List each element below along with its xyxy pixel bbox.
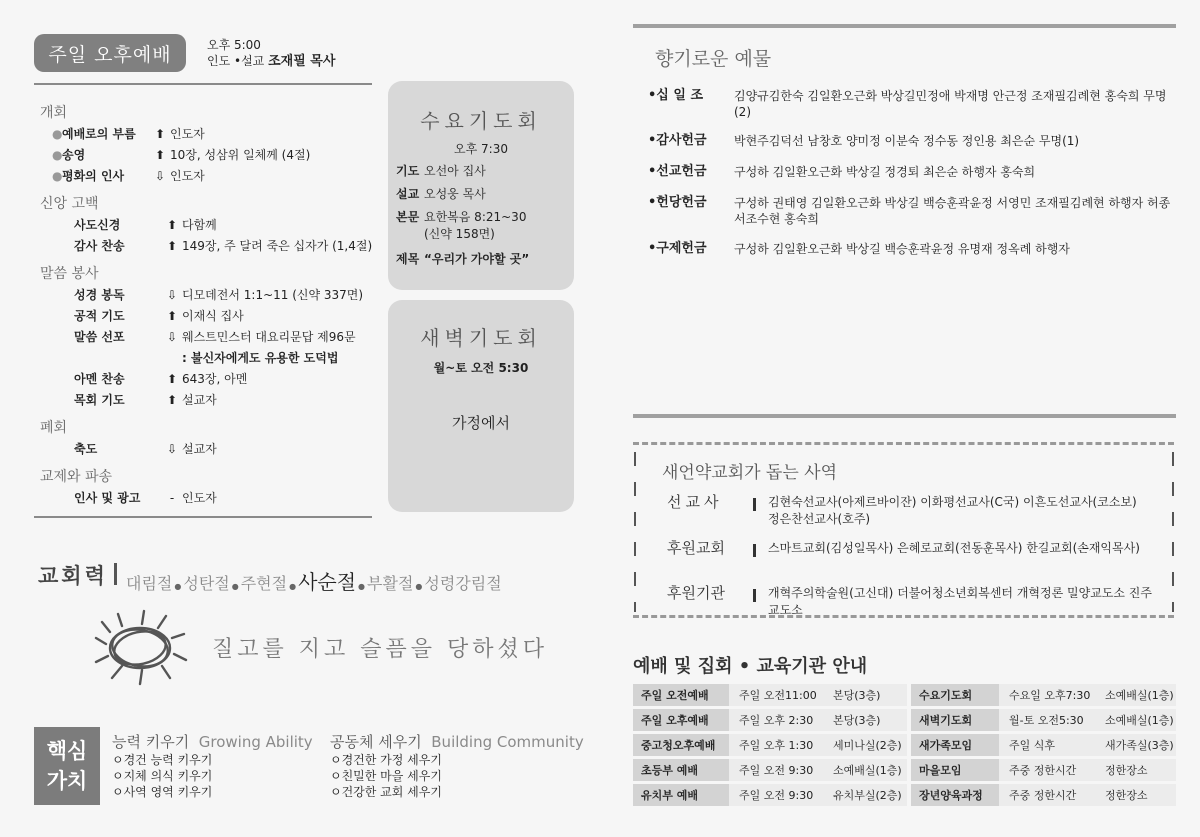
order-item [40,124,380,145]
dawn-prayer-box [388,300,574,512]
leader-label: 인도 •설교 [207,54,265,68]
service-leader [207,53,335,70]
mission-value-line2: 정은찬선교사(호주) [768,512,871,526]
stand-arrow-icon: ⬆ [166,239,178,253]
offering-type: •선교헌금 [648,164,707,179]
event-place: 본당(3층) [823,709,907,731]
order-item-value: 설교자 [182,442,217,456]
offering-type: •십 일 조 [648,88,704,103]
mission-heading: 새언약교회가 돕는 사역 [662,463,838,483]
sit-arrow-icon: ⇩ [166,288,178,302]
order-item [40,439,380,460]
table-row [633,784,1176,806]
order-item-value: 웨스트민스터 대요리문답 제96문 [182,330,356,344]
event-time: 월-토 오전5:30 [999,709,1095,731]
event-name: 새벽기도회 [911,709,999,731]
order-item [40,145,380,166]
event-time: 주일 오전 9:30 [729,759,823,781]
stand-arrow-icon: ⬆ [166,309,178,323]
dawn-time: 월~토 오전 5:30 [433,361,529,375]
dash-icon: - [169,491,175,505]
offering-row [648,88,1178,120]
order-of-worship [40,100,380,509]
order-item-name: 사도신경 [74,218,121,232]
event-name: 초등부 예배 [633,759,729,781]
order-item-value: 인도자 [170,127,205,141]
order-item [40,285,380,306]
event-time: 주일 오후 2:30 [729,709,823,731]
dawn-title: 새벽기도회 [420,326,542,350]
order-item-value: 인도자 [170,169,205,183]
order-item-value: 이재식 집사 [182,309,244,323]
event-time: 주일 오전11:00 [729,684,823,706]
season-dot-icon: ● [415,582,423,591]
service-info [207,37,335,70]
order-item-value: 643장, 아멘 [182,372,248,386]
offering-names: 구성하 김일환오근화 박상길 정경퇴 최은순 하행자 홍숙희 [734,165,1036,179]
stand-arrow-icon: ⬆ [166,393,178,407]
heading-ko: 공동체 세우기 [330,733,422,751]
order-section-title: 교제와 파송 [40,469,113,485]
theme-text: 질고를 지고 슬픔을 당하셨다 [212,637,549,662]
wednesday-title: 수요기도회 [420,109,542,133]
order-item-name: 성경 봉독 [74,288,125,302]
order-section-title: 신앙 고백 [40,196,99,212]
order-item [40,306,380,327]
order-item [40,369,380,390]
crown-of-thorns-icon [92,608,188,686]
event-place: 본당(3층) [823,684,907,706]
stand-arrow-icon: ⬆ [154,148,166,162]
season-item: 성령강림절 [424,574,502,593]
offering-names: 구성하 김일환오근화 박상길 백승훈곽윤정 유명재 정옥례 하행자 [734,242,1070,256]
event-name: 중고청오후예배 [633,734,729,756]
event-time: 주일 오후 1:30 [729,734,823,756]
event-name: 유치부 예배 [633,784,729,806]
wednesday-row [394,209,568,243]
event-place: 소예배실(1층) [823,759,907,781]
table-row [633,734,1176,756]
bullet-icon: ● [52,169,63,183]
order-item-name: 말씀 선포 [74,330,125,344]
order-item-value: 디모데전서 1:1~11 (신약 337면) [182,288,364,302]
event-name: 주일 오후예배 [633,709,729,731]
mission-border-left [634,452,636,612]
pastor-name: 조재필 목사 [268,54,336,69]
core-item: ㅇ지체 의식 키우기 [112,769,213,783]
order-item-value: 인도자 [182,491,217,505]
calendar-separator [114,563,117,585]
heading-en: Growing Ability [198,733,313,751]
core-col-ability [112,734,313,800]
order-item-name: 인사 및 광고 [74,491,141,505]
core-values-badge [34,727,100,805]
order-section-title: 말씀 봉사 [40,266,99,282]
bullet-icon: ● [52,148,63,162]
mission-key: 선교사 [667,493,723,511]
service-title-badge: 주일 오후예배 [34,34,186,72]
mission-separator [753,544,756,557]
event-time: 주중 정한시간 [999,759,1095,781]
sit-arrow-icon: ⇩ [154,169,166,183]
order-item [40,215,380,236]
event-name: 새가족모임 [911,734,999,756]
offering-type: •헌당헌금 [648,195,707,210]
event-place: 소예배실(1층) [1095,684,1176,706]
mission-border-right [1172,452,1174,612]
order-item [40,348,380,369]
core-item: ㅇ사역 영역 키우기 [112,785,213,799]
order-item [40,488,380,509]
offering-row [648,195,1178,227]
event-time: 주일 오전 9:30 [729,784,823,806]
core-col-heading [330,734,584,750]
order-item-name: 송영 [62,148,86,162]
order-item-name: 예배로의 부름 [62,127,136,141]
heading-ko: 능력 키우기 [112,733,190,751]
divider-bottom [34,516,372,518]
order-item [40,166,380,187]
season-dot-icon: ● [174,582,182,591]
row-value: 오선아 집사 [424,164,486,178]
core-item: ㅇ경건 능력 키우기 [112,753,213,767]
season-dot-icon: ● [358,582,366,591]
bullet-icon: ● [52,127,63,141]
core-item: ㅇ친밀한 마을 세우기 [330,769,442,783]
order-item [40,236,380,257]
event-place: 정한장소 [1095,784,1176,806]
wednesday-row [394,251,568,268]
order-section-title: 폐회 [40,420,68,436]
sermon-title: “우리가 가야할 곳” [424,252,530,266]
mission-row-missionaries [667,494,1157,528]
order-item-value: 다함께 [182,218,217,232]
order-item-name: 공적 기도 [74,309,125,323]
mission-key: 후원기관 [667,584,725,602]
event-name: 마을모임 [911,759,999,781]
offering-row [648,164,1178,180]
event-name: 수요기도회 [911,684,999,706]
order-item-value: 149장, 주 달려 죽은 십자가 (1,4절) [182,239,373,253]
season-item: 성탄절 [183,574,230,593]
mission-key: 후원교회 [667,539,725,557]
offering-names: 박현주김덕선 남창호 양미정 이분숙 정수동 정인용 최은순 무명(1) [734,134,1080,148]
order-section-title: 개회 [40,105,68,121]
wednesday-prayer-box [388,81,574,290]
core-col-community [330,734,584,800]
row-value-line1: 요한복음 8:21~30 [424,210,527,224]
order-item-name: 감사 찬송 [74,239,125,253]
heading-en: Building Community [431,733,584,751]
event-name: 장년양육과정 [911,784,999,806]
dawn-place: 가정에서 [452,414,510,432]
divider-top [34,83,372,85]
core-col-heading [112,734,313,750]
badge-line1: 핵심 [46,739,88,763]
offering-list [648,88,1178,272]
mission-rule [633,414,1176,418]
offering-rule [633,24,1176,28]
core-item: ㅇ건강한 교회 세우기 [330,785,442,799]
service-time: 오후 5:00 [207,38,261,52]
event-place: 새가족실(3층) [1095,734,1176,756]
row-value: 오성웅 목사 [424,187,486,201]
season-item: 대림절 [126,574,173,593]
badge-line2: 가치 [46,769,88,793]
season-active: 사순절 [298,570,357,594]
mission-row-organizations [667,585,1157,619]
order-item-name [74,348,162,369]
row-key: 제목 [396,252,420,266]
dash-icon [162,348,182,369]
row-key: 본문 [396,210,420,224]
info-heading: 예배 및 집회 • 교육기관 안내 [633,656,868,677]
wednesday-row [394,186,568,203]
table-row [633,759,1176,781]
season-item: 부활절 [367,574,414,593]
season-dot-icon: ● [231,582,239,591]
church-seasons [126,566,502,595]
order-item-name: 아멘 찬송 [74,372,125,386]
order-item-name: 목회 기도 [74,393,125,407]
order-item-value: 설교자 [182,393,217,407]
stand-arrow-icon: ⬆ [166,372,178,386]
offering-row [648,241,1178,257]
row-value [424,209,568,243]
offering-type: •감사헌금 [648,133,707,148]
event-place: 유치부실(2층) [823,784,907,806]
mission-separator [753,498,756,511]
row-value-line2: (신약 158면) [424,227,495,241]
mission-separator [753,589,756,602]
order-item-name: 축도 [74,442,98,456]
schedule-table [633,681,1176,809]
event-place: 정한장소 [1095,759,1176,781]
stand-arrow-icon: ⬆ [166,218,178,232]
wednesday-row [394,163,568,180]
event-time: 주중 정한시간 [999,784,1095,806]
wednesday-time: 오후 7:30 [454,142,508,156]
order-item-value: : 불신자에게도 유용한 도덕법 [182,351,339,365]
wednesday-rows [388,163,574,268]
season-item: 주현절 [240,574,288,593]
offering-row [648,133,1178,149]
event-time: 수요일 오후7:30 [999,684,1095,706]
mission-row-churches [667,540,1157,557]
event-name: 주일 오전예배 [633,684,729,706]
mission-value: 개혁주의학술원(고신대) 더불어청소년회복센터 개혁정론 밀양교도소 진주교도소 [768,586,1152,617]
row-key: 기도 [396,164,420,178]
offering-heading: 향기로운 예물 [655,48,772,70]
mission-value: 스마트교회(김성일목사) 은혜로교회(전동훈목사) 한길교회(손재익목사) [768,541,1140,555]
core-item: ㅇ경건한 가정 세우기 [330,753,442,767]
row-key: 설교 [396,187,420,201]
order-item [40,327,380,348]
order-item-value: 10장, 성삼위 일체께 (4절) [170,148,311,162]
event-place: 소예배실(1층) [1095,709,1176,731]
offering-names: 구성하 권태영 김일환오근화 박상길 백승훈곽윤정 서영민 조재필김례현 하행자 허종서조수현 홍숙희 [734,196,1171,226]
season-dot-icon: ● [289,582,297,591]
mission-value [768,494,1157,528]
church-calendar-title: 교회력 [38,564,108,588]
mission-value-line1: 김현숙선교사(아제르바이잔) 이화평선교사(C국) 이흔도선교사(코소보) [768,495,1137,509]
table-row [633,709,1176,731]
order-item [40,390,380,411]
sit-arrow-icon: ⇩ [166,442,178,456]
sit-arrow-icon: ⇩ [166,330,178,344]
offering-names: 김양규김한숙 김일환오근화 박상길민정애 박재명 안근정 조재필김례현 홍숙희 무명(2) [734,89,1167,119]
offering-type: •구제헌금 [648,241,707,256]
order-item-name: 평화의 인사 [62,169,125,183]
table-row [633,684,1176,706]
stand-arrow-icon: ⬆ [154,127,166,141]
event-place: 세미나실(2층) [823,734,907,756]
event-time: 주일 식후 [999,734,1095,756]
